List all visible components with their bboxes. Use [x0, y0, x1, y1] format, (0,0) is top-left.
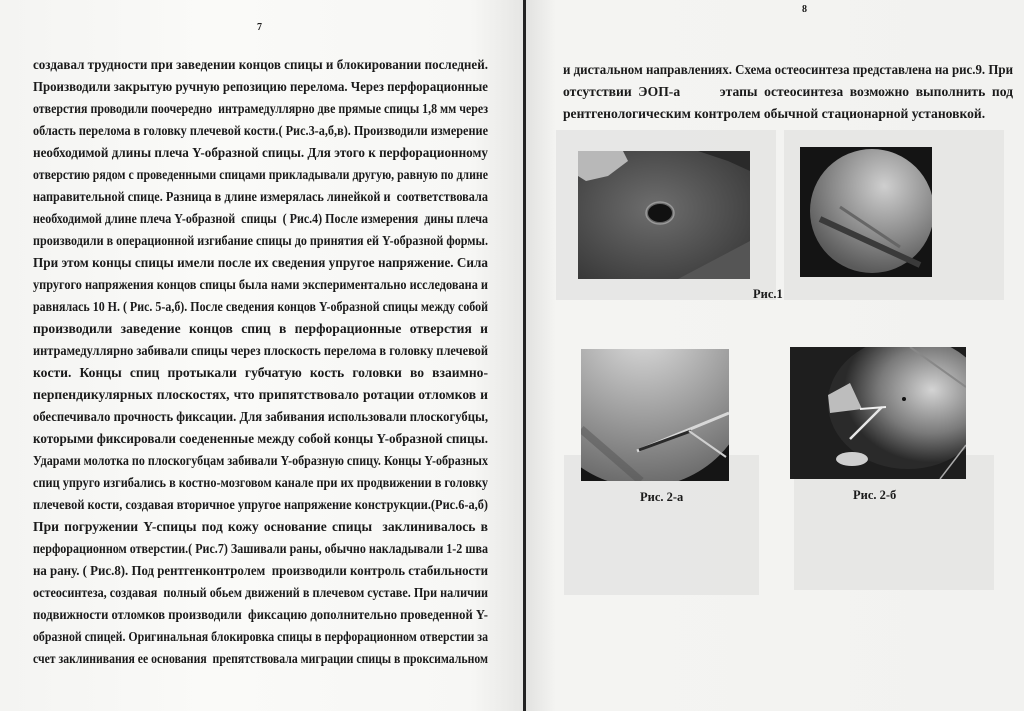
page-number: 8 [802, 4, 807, 15]
figure-1-photo-wound [578, 151, 750, 279]
text-line: отверстию рядом с проведенными спицами прикладывали другую, равную по длине [33, 167, 488, 182]
text-line: Ударами молотка по плоскогубцам забивали Y-образную спицу. Концы Y-образных [33, 453, 488, 468]
figure-1-caption: Рис.1 [753, 287, 783, 301]
text-line-row [33, 296, 488, 318]
figure-1-photo-xray [800, 147, 932, 277]
text-line-row [33, 230, 488, 252]
text-line: отсутствии ЭОП-а этапы остеосинтеза возможно выполнить под [563, 84, 1013, 99]
text-line: направительной спице. Разница в длине измерялась линейкой и соответствовала [33, 189, 488, 204]
text-line: Производили закрытую ручную репозицию перелома. Через перфорационные [33, 79, 488, 94]
text-line: отверстия проводили поочередно интрамедуллярно две прямые спицы 1,8 мм через [33, 101, 488, 116]
text-line-row [33, 582, 488, 604]
text-line: обеспечивало прочность фиксации. Для забивания использовали плоскогубцы, [33, 409, 488, 424]
page-number: 7 [257, 22, 262, 33]
text-line-row [33, 648, 488, 670]
wound-photo-graphic [578, 151, 750, 279]
text-line: которыми фиксировали соедененные между собой концы Y-образной спицы. [33, 431, 488, 446]
text-line: плечевой кости, создавая вторичное упругое напряжение конструкции.(Рис.6-а,б) [33, 497, 488, 512]
text-line: и дистальном направлениях. Схема остеосинтеза представлена на рис.9. При [563, 62, 1013, 77]
body-text [33, 54, 488, 670]
text-line: образной спицей. Оригинальная блокировка спицы в перфорационном отверстии за [33, 629, 488, 644]
text-line: кости. Концы спиц протыкали губчатую кость головки во взаимно- [33, 365, 488, 380]
text-line-row [33, 164, 488, 186]
text-line: перпендикулярных плоскостях, что припятствовало ротации отломков и [33, 387, 488, 402]
figure-2b-caption: Рис. 2-б [853, 488, 897, 502]
text-line-row [33, 142, 488, 164]
text-line: производили в операционной изгибание спицы до принятия ей Y-образной формы. [33, 233, 488, 248]
text-line: необходимой длине плеча Y-образной спицы ( Рис.4) После измерения дины плеча [33, 211, 488, 226]
xray-graphic [800, 147, 932, 277]
page-spine-divider [523, 0, 526, 711]
text-line-row [33, 450, 488, 472]
text-line: интрамедуллярно забивали спицы через плоскость перелома в головку плечевой [33, 343, 488, 358]
text-line: подвижности отломков производили фиксацию дополнительно проведенной Y- [33, 607, 488, 622]
text-line: перфорационном отверстии.( Рис.7) Зашивали раны, обычно накладывали 1-2 шва [33, 541, 488, 556]
text-line: создавал трудности при заведении концов спицы и блокировании последней. [33, 57, 488, 72]
figure-2b-photo-surgery [790, 347, 966, 479]
text-line-row [33, 560, 488, 582]
text-line: рентгенологическим контролем обычной стационарной установкой. [563, 106, 986, 121]
text-line-row [33, 186, 488, 208]
text-line: на рану. ( Рис.8). Под рентгенконтролем производили контроль стабильности [33, 563, 488, 578]
text-line-row [33, 472, 488, 494]
text-line: равнялась 10 Н. ( Рис. 5-а,б). После сведения концов Y-образной спицы между собой [33, 299, 488, 314]
text-line-row [33, 54, 488, 76]
figure-2a-photo-xray [581, 349, 729, 481]
text-line: счет заклинивания ее основания препятствовала миграции спицы в проксимальном [33, 651, 488, 666]
text-line: остеосинтеза, создавая полный обьем движений в плечевом суставе. При наличии [33, 585, 488, 600]
text-line-row [33, 98, 488, 120]
text-line-row [33, 538, 488, 560]
text-line: необходимой длины плеча Y-образной спицы. Для этого к перфорационному [33, 145, 488, 160]
text-line-row [33, 274, 488, 296]
text-line-row [33, 120, 488, 142]
text-line-row [563, 59, 1013, 81]
text-line: спиц упруго изгибались в костно-мозговом канале при их продвижении в головку [33, 475, 488, 490]
text-line: производили заведение концов спиц в перфорационные отверстия и [33, 321, 488, 336]
text-line-row [33, 208, 488, 230]
figure-2a-caption: Рис. 2-а [640, 490, 684, 504]
text-line-row [563, 81, 1013, 103]
right-page [526, 0, 1024, 711]
text-line-row [33, 626, 488, 648]
text-line-row [33, 76, 488, 98]
text-line-row [33, 406, 488, 428]
text-line-row [563, 103, 1013, 125]
text-line-row [33, 340, 488, 362]
text-line-row [33, 494, 488, 516]
surgery-photo-graphic [790, 347, 966, 479]
text-line-row [33, 428, 488, 450]
text-line-row [33, 516, 488, 538]
text-line-row [33, 604, 488, 626]
text-line-row [33, 252, 488, 274]
xray-graphic [581, 349, 729, 481]
body-text [563, 59, 1013, 125]
text-line-row [33, 318, 488, 340]
text-line: При погружении Y-спицы под кожу основание спицы заклинивалось в [33, 519, 488, 534]
text-line: При этом концы спицы имели после их сведения упругое напряжение. Сила [33, 255, 488, 270]
text-line-row [33, 362, 488, 384]
text-line-row [33, 384, 488, 406]
text-line: область перелома в головку плечевой кости.( Рис.3-а,б,в). Производили измерение [33, 123, 488, 138]
text-line: упругого напряжения концов спицы была нами экспериментально исследована и [33, 277, 488, 292]
